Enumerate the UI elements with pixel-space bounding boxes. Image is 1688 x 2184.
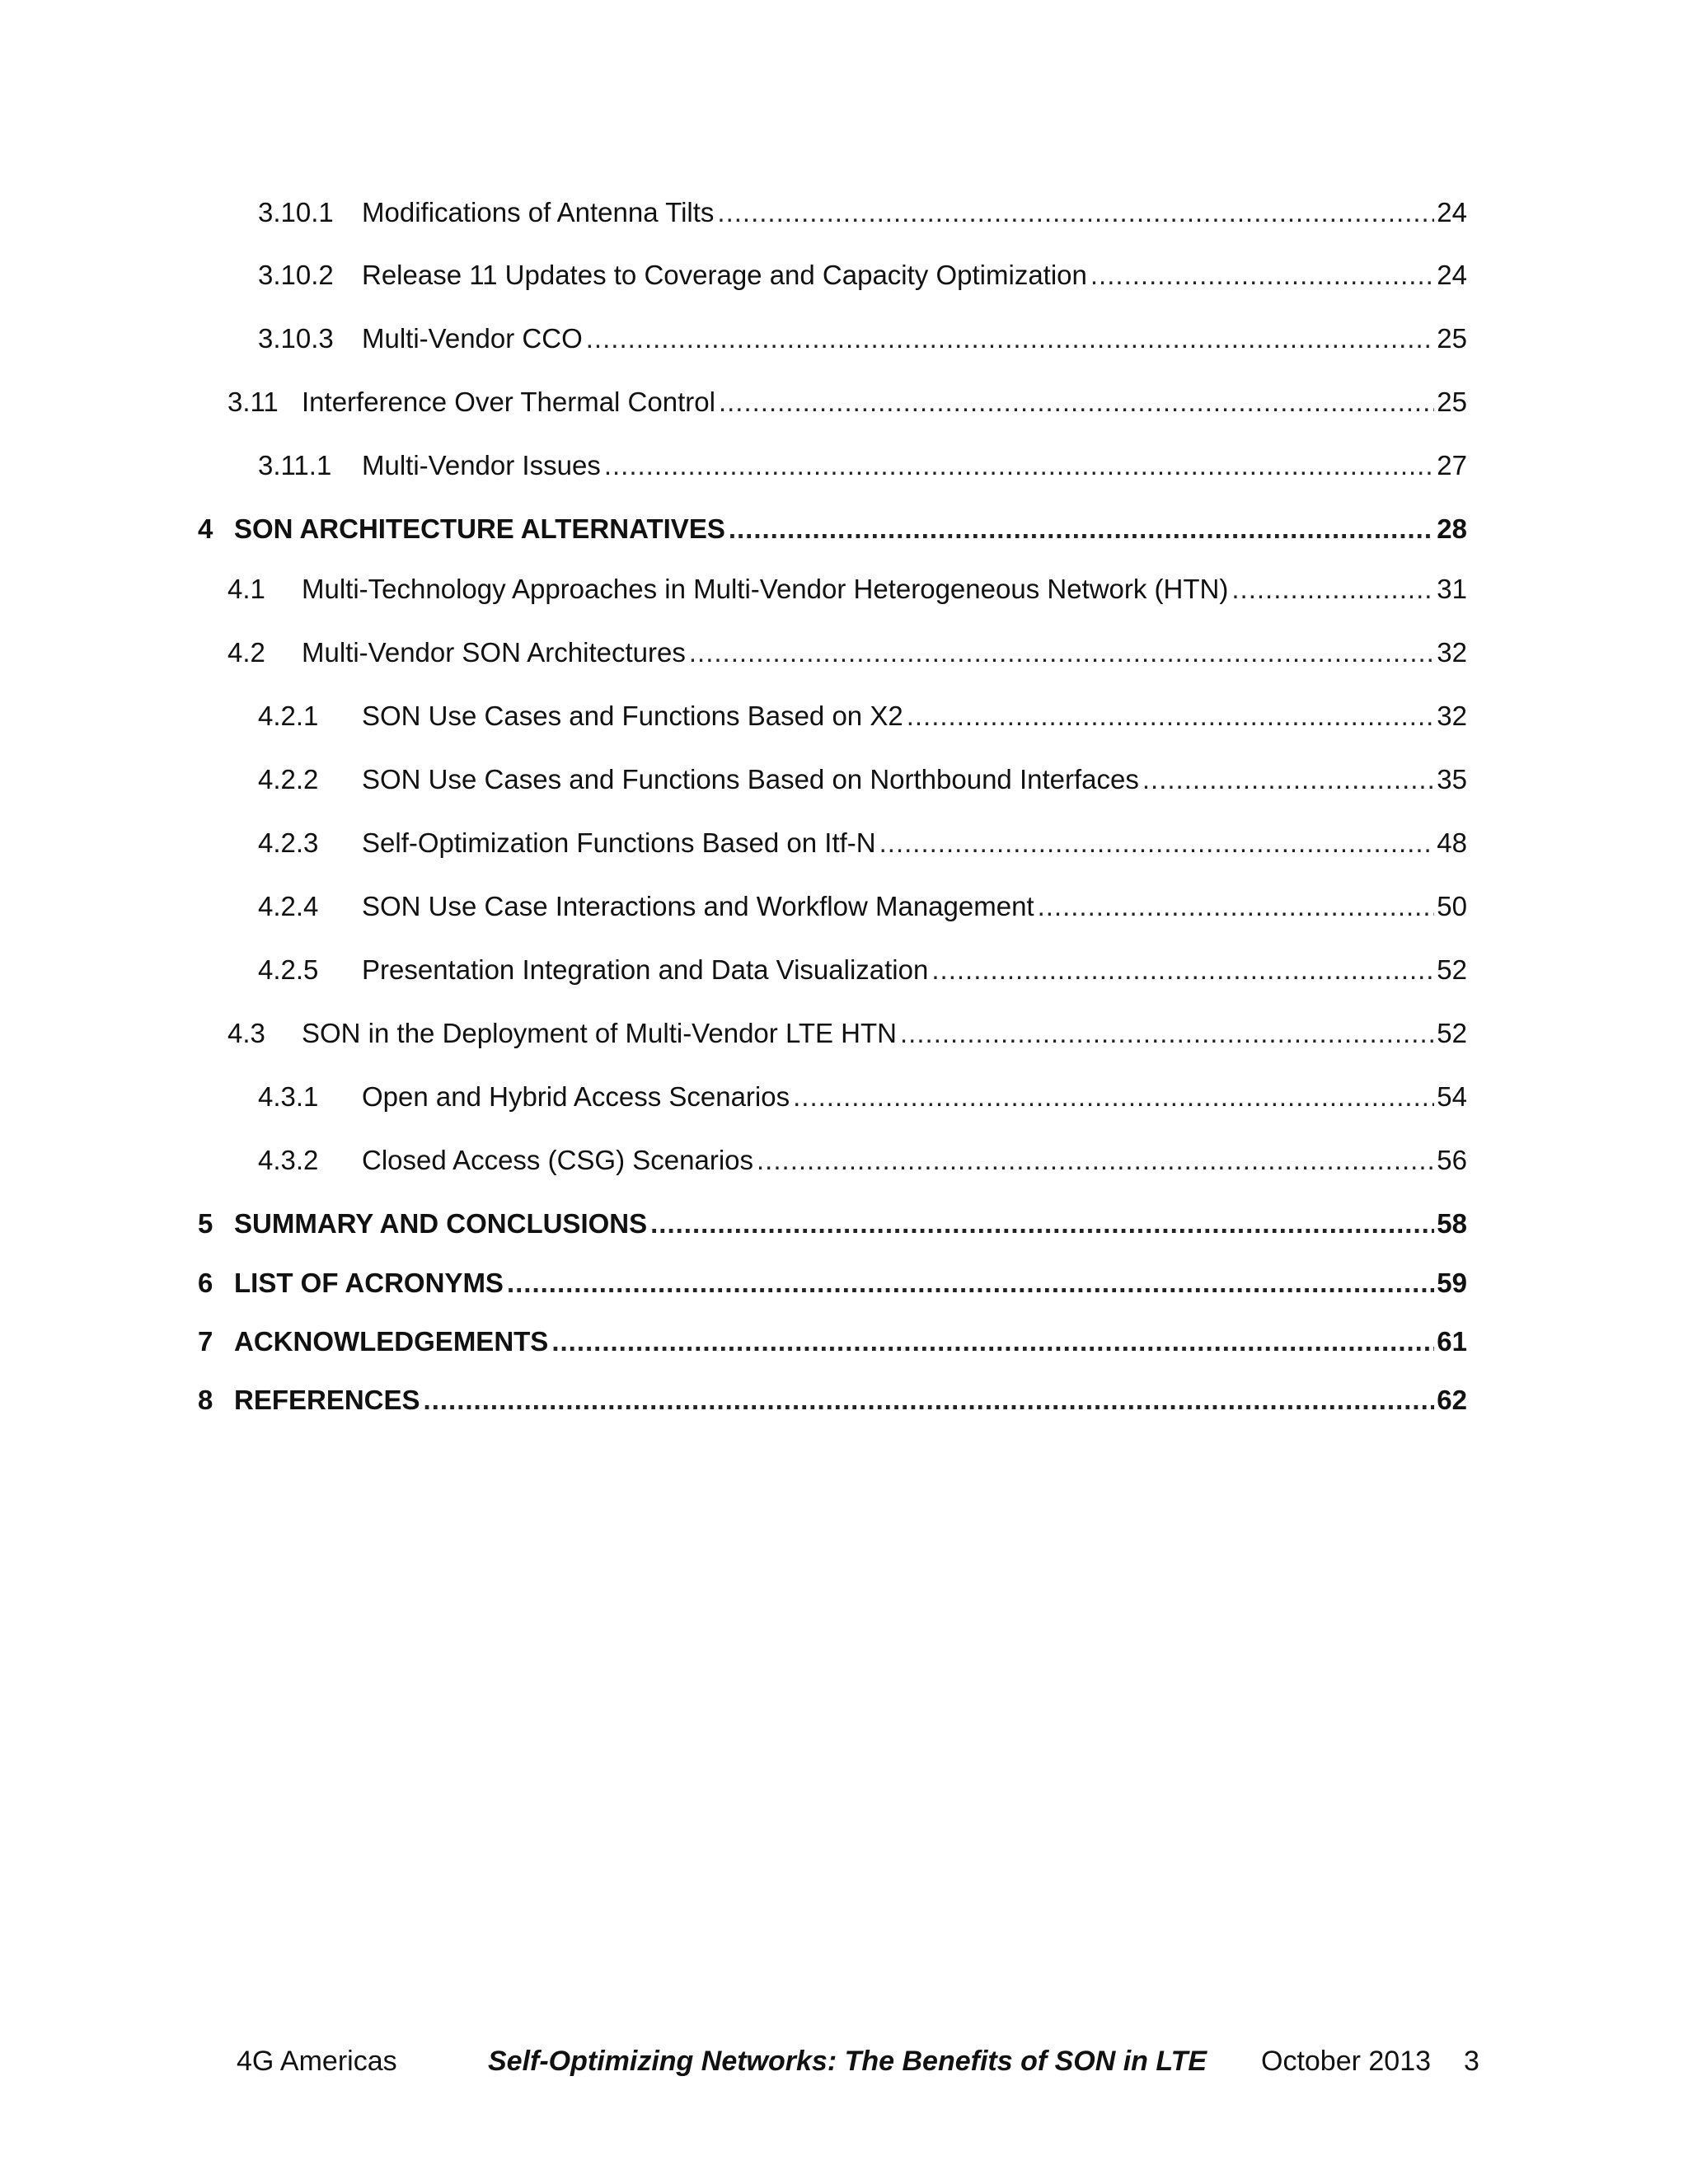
toc-entry-4-3-1[interactable]: [0, 1076, 1688, 1118]
toc-entry-title: Interference Over Thermal Control: [302, 387, 715, 417]
footer-page-number: 3: [1464, 2046, 1479, 2077]
toc-entry-number: 4.2.4: [258, 891, 319, 921]
toc-entry-page: 25: [1437, 323, 1467, 354]
toc-entry-page: 32: [1437, 637, 1467, 668]
toc-entry-8[interactable]: [0, 1380, 1688, 1421]
toc-entry-page: 24: [1437, 197, 1467, 227]
toc-entry-number: 3.10.1: [258, 197, 334, 227]
toc-entry-title: Multi-Vendor SON Architectures: [302, 637, 686, 668]
toc-entry-4-2-5[interactable]: [0, 949, 1688, 991]
toc-entry-number: 4.2.2: [258, 764, 319, 794]
toc-entry-page: 58: [1437, 1208, 1467, 1239]
toc-entry-title: Open and Hybrid Access Scenarios: [362, 1081, 790, 1112]
toc-entry-6[interactable]: [0, 1263, 1688, 1304]
toc-dot-leader: [907, 696, 1434, 737]
toc-entry-4[interactable]: [0, 509, 1688, 550]
toc-entry-number: 3.11: [227, 387, 279, 417]
toc-dot-leader: [1231, 569, 1434, 610]
toc-entry-page: 54: [1437, 1081, 1467, 1112]
toc-entry-number: 4.3.2: [258, 1145, 319, 1175]
toc-entry-4-2-2[interactable]: [0, 759, 1688, 800]
toc-entry-4-2-4[interactable]: [0, 886, 1688, 927]
toc-dot-leader: [729, 509, 1434, 550]
toc-entry-page: 27: [1437, 450, 1467, 480]
toc-entry-page: 52: [1437, 954, 1467, 985]
toc-entry-page: 52: [1437, 1018, 1467, 1048]
toc-entry-title: SON ARCHITECTURE ALTERNATIVES: [234, 513, 725, 544]
toc-entry-4-3[interactable]: [0, 1013, 1688, 1054]
toc-entry-title: REFERENCES: [234, 1385, 420, 1415]
toc-entry-number: 8: [198, 1385, 213, 1415]
toc-entry-title: SON Use Cases and Functions Based on Northbound Interfaces: [362, 764, 1139, 794]
toc-entry-number: 3.11.1: [258, 450, 332, 480]
toc-entry-number: 4: [198, 513, 213, 544]
toc-dot-leader: [507, 1263, 1434, 1304]
toc-dot-leader: [1142, 759, 1434, 800]
toc-entry-page: 48: [1437, 827, 1467, 858]
toc-dot-leader: [1090, 255, 1434, 296]
toc-entry-title: LIST OF ACRONYMS: [234, 1268, 504, 1298]
toc-entry-page: 50: [1437, 891, 1467, 921]
toc-entry-title: Multi-Technology Approaches in Multi-Vendor Heterogeneous Network (HTN): [302, 574, 1229, 604]
toc-entry-3-10-1[interactable]: [0, 192, 1688, 233]
toc-entry-page: 35: [1437, 764, 1467, 794]
toc-entry-number: 4.2.3: [258, 827, 319, 858]
toc-entry-title: ACKNOWLEDGEMENTS: [234, 1326, 549, 1357]
toc-entry-7[interactable]: [0, 1321, 1688, 1362]
toc-entry-number: 4.3: [227, 1018, 265, 1048]
toc-entry-title: Presentation Integration and Data Visualization: [362, 954, 929, 985]
toc-dot-leader: [586, 318, 1434, 359]
toc-entry-title: Release 11 Updates to Coverage and Capacity Optimization: [362, 260, 1087, 290]
toc-entry-4-1[interactable]: [0, 569, 1688, 610]
toc-entry-title: SON Use Case Interactions and Workflow Management: [362, 891, 1034, 921]
toc-entry-title: SON Use Cases and Functions Based on X2: [362, 701, 903, 731]
toc-dot-leader: [931, 949, 1434, 991]
toc-dot-leader: [1038, 886, 1434, 927]
toc-entry-title: Closed Access (CSG) Scenarios: [362, 1145, 754, 1175]
toc-entry-page: 25: [1437, 387, 1467, 417]
toc-entry-page: 28: [1437, 513, 1467, 544]
toc-dot-leader: [719, 382, 1434, 423]
toc-entry-3-11-1[interactable]: [0, 445, 1688, 486]
toc-entry-page: 59: [1437, 1268, 1467, 1298]
toc-entry-number: 5: [198, 1208, 213, 1239]
toc-entry-number: 3.10.2: [258, 260, 334, 290]
toc-entry-4-2-1[interactable]: [0, 696, 1688, 737]
footer-organization: 4G Americas: [237, 2046, 397, 2077]
toc-dot-leader: [650, 1203, 1434, 1244]
toc-dot-leader: [551, 1321, 1434, 1362]
footer-document-title: Self-Optimizing Networks: The Benefits of SON in LTE: [488, 2046, 1207, 2077]
toc-entry-page: 61: [1437, 1326, 1467, 1357]
toc-entry-number: 4.2.1: [258, 701, 319, 731]
toc-entry-4-2-3[interactable]: [0, 823, 1688, 864]
toc-entry-3-10-3[interactable]: [0, 318, 1688, 359]
page-footer: [0, 2041, 1688, 2082]
toc-entry-3-11[interactable]: [0, 382, 1688, 423]
toc-entry-number: 4.1: [227, 574, 265, 604]
toc-entry-number: 4.2: [227, 637, 265, 668]
toc-entry-title: SON in the Deployment of Multi-Vendor LTE HTN: [302, 1018, 898, 1048]
toc-entry-number: 4.2.5: [258, 954, 319, 985]
toc-entry-title: Multi-Vendor CCO: [362, 323, 583, 354]
toc-dot-leader: [757, 1140, 1434, 1181]
toc-dot-leader: [424, 1380, 1434, 1421]
toc-dot-leader: [900, 1013, 1434, 1054]
toc-entry-title: Self-Optimization Functions Based on Itf-N: [362, 827, 876, 858]
toc-dot-leader: [604, 445, 1434, 486]
toc-dot-leader: [717, 192, 1434, 233]
toc-entry-4-3-2[interactable]: [0, 1140, 1688, 1181]
toc-entry-number: 7: [198, 1326, 213, 1357]
toc-entry-3-10-2[interactable]: [0, 255, 1688, 296]
toc-entry-page: 62: [1437, 1385, 1467, 1415]
toc-entry-page: 56: [1437, 1145, 1467, 1175]
toc-entry-number: 6: [198, 1268, 213, 1298]
toc-entry-number: 3.10.3: [258, 323, 334, 354]
toc-entry-title: SUMMARY AND CONCLUSIONS: [234, 1208, 648, 1239]
toc-entry-title: Multi-Vendor Issues: [362, 450, 601, 480]
toc-entry-number: 4.3.1: [258, 1081, 319, 1112]
footer-date: October 2013: [1261, 2046, 1432, 2077]
toc-entry-title: Modifications of Antenna Tilts: [362, 197, 715, 227]
toc-dot-leader: [793, 1076, 1434, 1118]
toc-dot-leader: [879, 823, 1434, 864]
toc-entry-5[interactable]: [0, 1203, 1688, 1244]
toc-dot-leader: [689, 632, 1434, 673]
toc-entry-4-2[interactable]: [0, 632, 1688, 673]
toc-entry-page: 32: [1437, 701, 1467, 731]
toc-entry-page: 24: [1437, 260, 1467, 290]
toc-entry-page: 31: [1437, 574, 1467, 604]
